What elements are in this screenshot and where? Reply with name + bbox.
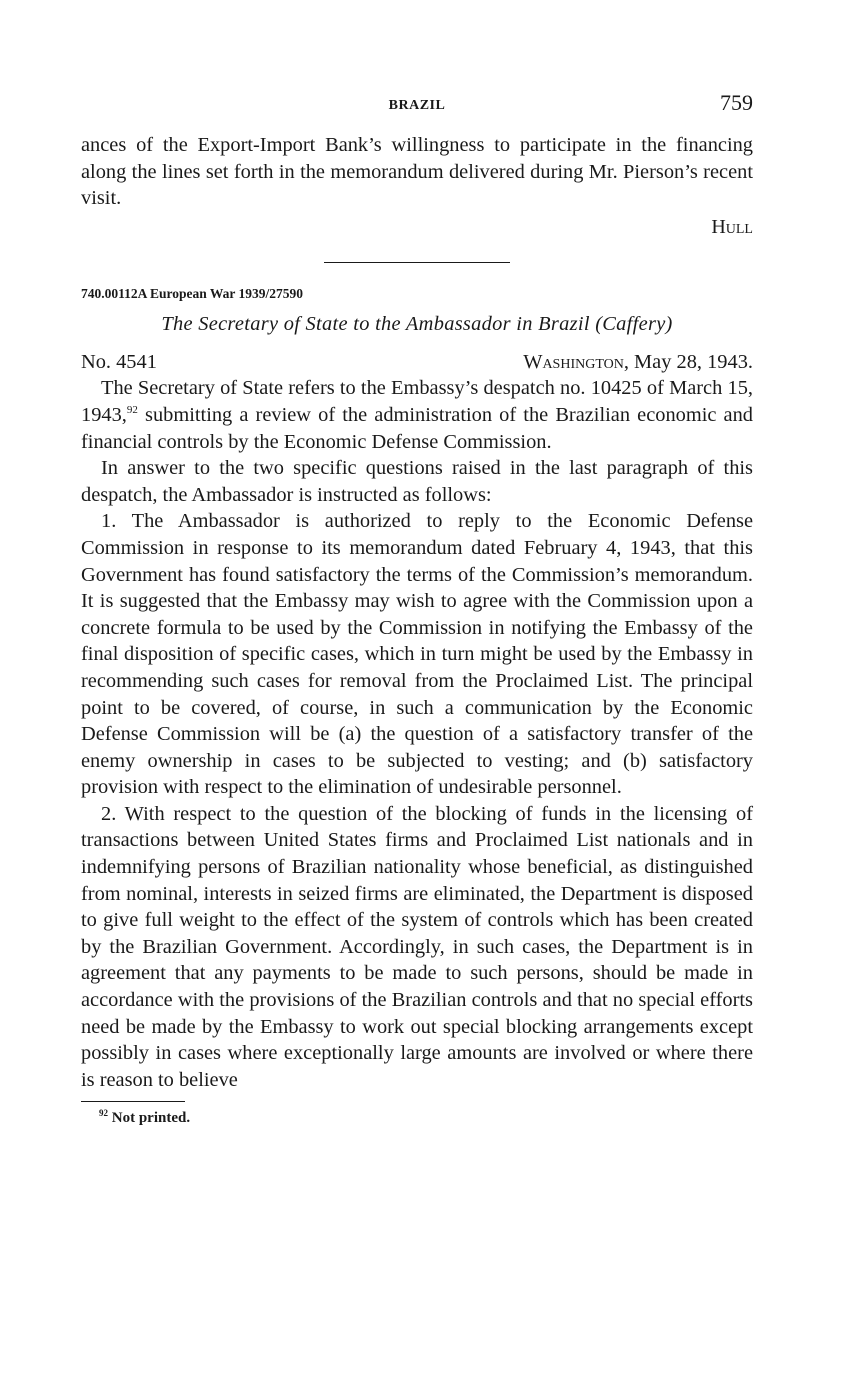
place: Washington: [523, 350, 624, 373]
instruction-item-1: 1. The Ambassador is authorized to reply to the Economic Defense Commission in response to its memorandum dated February 4, 1943, that this Government has found satisfactory the terms of the Commission’s memorandum. It is suggested that the Embassy may wish to agree with the Commission upon a concrete formula to be used by the Commission in notifying the Embassy of the final disposition of specific cases, which in turn might be used by the Embassy in recommending such cases for removal from the Proclaimed List. The principal point to be covered, of course, in such a communication by the Economic Defense Commission will be (a) the question of a satisfactory transfer of the enemy ownership in cases to be subjected to vesting; and (b) satisfactory provision with respect to the elimination of undesirable personnel.: [81, 510, 753, 799]
footnote-text: Not printed.: [108, 1110, 191, 1127]
body-paragraph-1: [81, 375, 753, 455]
document-page: [81, 88, 753, 1128]
signature: Hull: [711, 215, 753, 238]
place-date: [523, 349, 753, 376]
date: , May 28, 1943.: [623, 350, 753, 373]
instruction-item-2: 2. With respect to the question of the blocking of funds in the licensing of transactions between United States firms and Proclaimed List nationals and in indemnifying persons of Brazilian nationality whose beneficial, as distinguished from nominal, interests in seized firms are eliminated, the Department is disposed to give full weight to the effect of the system of controls which has been created by the Brazilian Government. Accordingly, in such cases, the Department is in agreement that any payments to be made to such persons, should be made in accordance with the provisions of the Brazilian controls and that no special efforts need be made by the Embassy to work out special blocking arrangements except possibly in cases where exceptionally large amounts are involved or where there is reason to believe: [81, 802, 753, 1091]
page-number: 759: [720, 90, 753, 115]
section-divider: [324, 262, 510, 263]
footnote: [81, 1108, 753, 1128]
body-paragraph-2: In answer to the two specific questions raised in the last paragraph of this despatch, the Ambassador is instructed as follows:: [81, 457, 753, 506]
running-head: [81, 88, 753, 124]
footnote-reference: 92: [126, 403, 138, 416]
document-title: The Secretary of State to the Ambassador in Brazil (Caffery): [161, 312, 673, 335]
footnote-divider: [81, 1101, 185, 1102]
dateline: [81, 349, 753, 376]
running-title: BRAZIL: [388, 98, 446, 113]
file-reference: 740.00112A European War 1939/27590: [81, 285, 304, 301]
para1-text-a: The Secretary of State refers to the Embassy’s despatch no. 10425 of March 15, 1943,: [81, 377, 753, 426]
footnote-marker: 92: [99, 1108, 108, 1119]
para1-text-b: submitting a review of the administration of the Brazilian economic and financial controls by the Economic Defense Commission.: [81, 403, 753, 453]
despatch-number: No. 4541: [81, 350, 157, 373]
continuation-paragraph: ances of the Export-Import Bank’s willingness to participate in the financing along the lines set forth in the memorandum delivered during Mr. Pierson’s recent visit.: [81, 134, 753, 210]
